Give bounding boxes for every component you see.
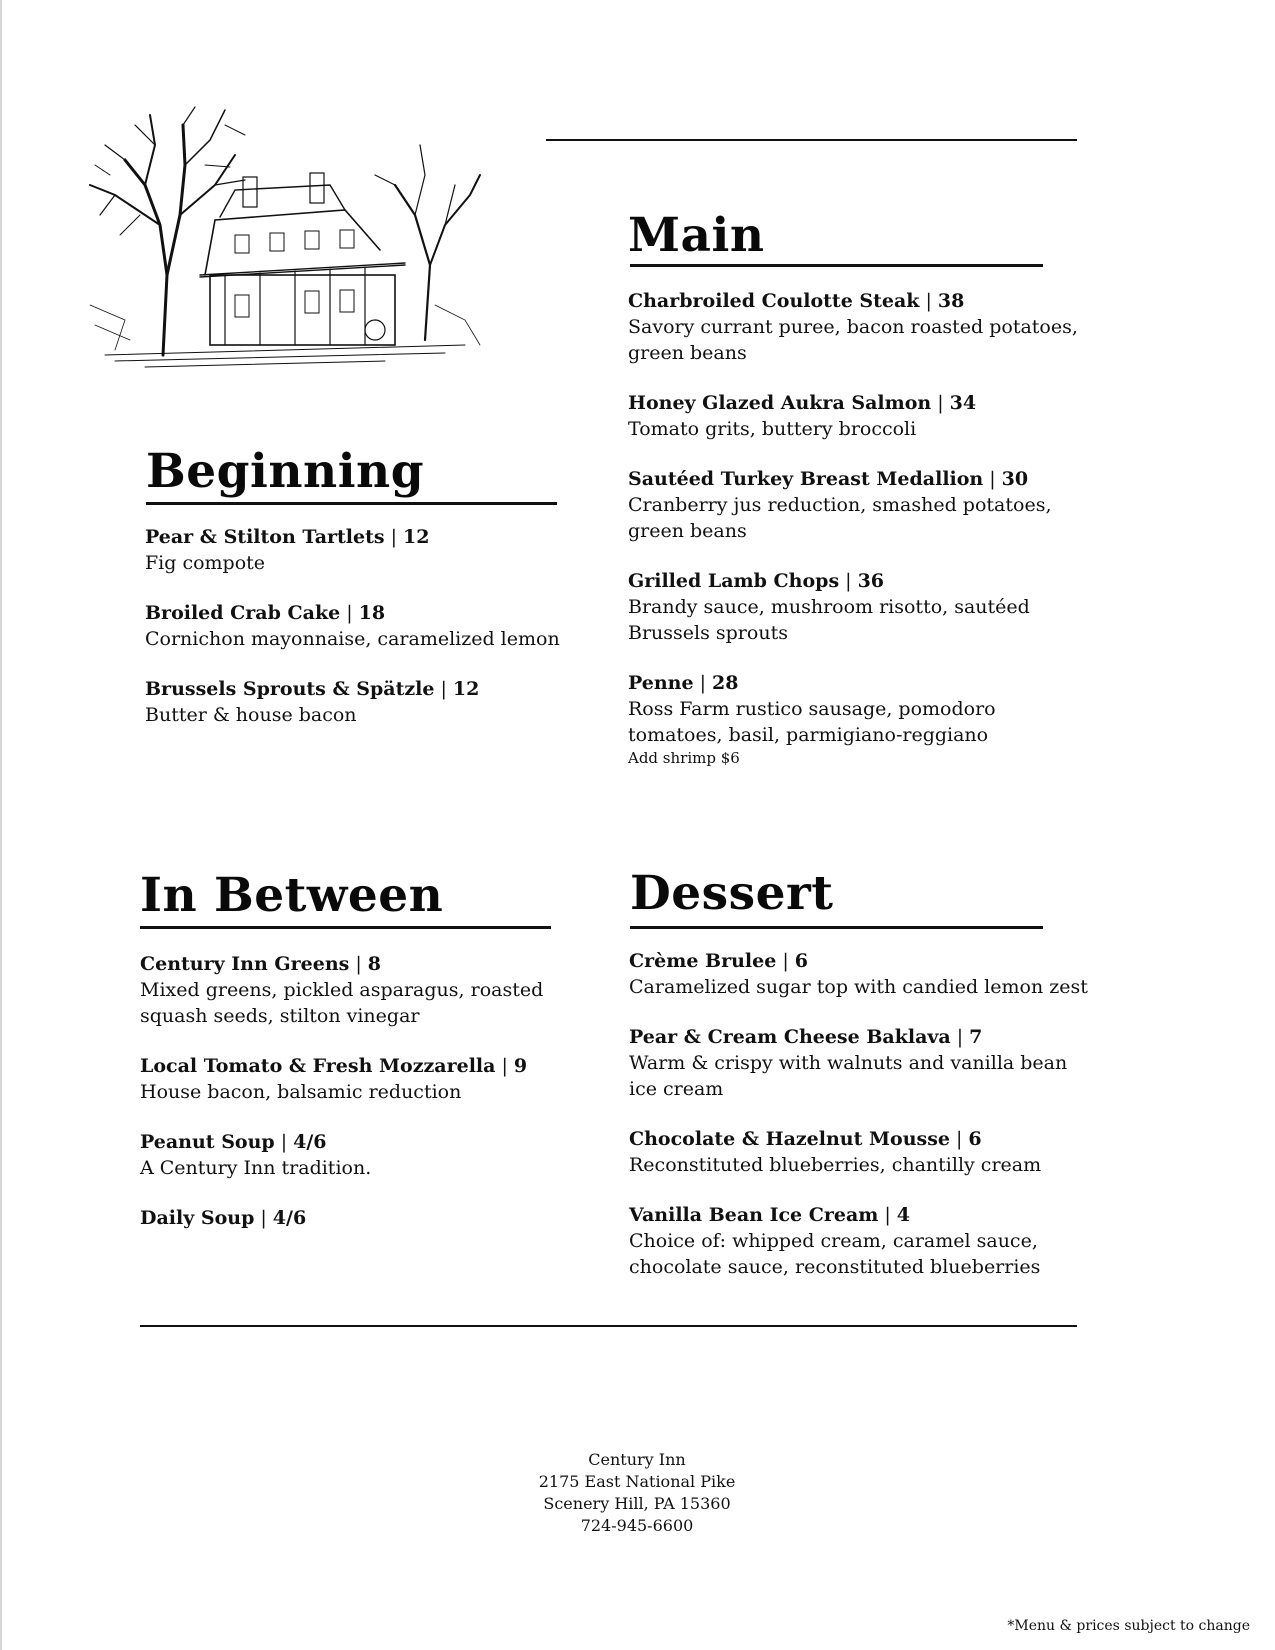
- item-name: Vanilla Bean Ice Cream: [629, 1204, 879, 1226]
- in-between-heading: In Between: [140, 868, 444, 923]
- item-price: 7: [969, 1026, 983, 1048]
- item-title: [628, 288, 1088, 314]
- dessert-section: [629, 948, 1089, 1304]
- restaurant-name: Century Inn: [588, 1450, 686, 1469]
- price-separator: |: [355, 953, 362, 975]
- item-title: [629, 1202, 1089, 1228]
- item-description: Fig compote: [145, 552, 266, 574]
- item-name: Century Inn Greens: [140, 953, 350, 975]
- item-price: 4/6: [293, 1131, 327, 1153]
- phone-number: 724-945-6600: [580, 1516, 694, 1535]
- item-name: Crème Brulee: [629, 950, 777, 972]
- item-title: [629, 1024, 1089, 1050]
- price-separator: |: [699, 672, 706, 694]
- item-price: 4/6: [272, 1207, 307, 1229]
- item-price: 9: [513, 1055, 528, 1077]
- menu-item: [628, 670, 1088, 768]
- item-name: Grilled Lamb Chops: [628, 570, 840, 592]
- price-separator: |: [925, 290, 932, 312]
- price-separator: |: [956, 1128, 963, 1150]
- in-between-heading-rule: [140, 926, 551, 929]
- price-separator: |: [782, 950, 789, 972]
- item-description: Brandy sauce, mushroom risotto, sautéed Brussels sprouts: [628, 596, 1030, 644]
- dessert-heading-rule: [630, 926, 1043, 929]
- item-description: Cranberry jus reduction, smashed potatoes, green beans: [628, 494, 1052, 542]
- item-price: 4: [896, 1204, 911, 1226]
- main-heading-rule: [630, 264, 1043, 267]
- item-name: Pear & Cream Cheese Baklava: [629, 1026, 951, 1048]
- item-description: House bacon, balsamic reduction: [140, 1081, 462, 1103]
- item-name: Broiled Crab Cake: [145, 602, 341, 624]
- item-title: [628, 390, 1088, 416]
- item-title: [628, 466, 1088, 492]
- item-name: Brussels Sprouts & Spätzle: [145, 678, 435, 700]
- item-name: Charbroiled Coulotte Steak: [628, 290, 920, 312]
- price-separator: |: [845, 570, 852, 592]
- beginning-section: [145, 524, 575, 752]
- item-name: Penne: [628, 672, 694, 694]
- item-description: Reconstituted blueberries, chantilly cream: [629, 1154, 1042, 1176]
- menu-item: [629, 948, 1089, 1000]
- item-name: Local Tomato & Fresh Mozzarella: [140, 1055, 496, 1077]
- item-price: 12: [402, 526, 430, 548]
- item-addon-note: Add shrimp $6: [628, 749, 740, 767]
- item-price: 6: [968, 1128, 982, 1150]
- menu-item: [145, 524, 575, 576]
- item-name: Sautéed Turkey Breast Medallion: [628, 468, 984, 490]
- page-edge: [0, 0, 2, 1650]
- item-title: [140, 1205, 560, 1231]
- item-title: [140, 1053, 560, 1079]
- price-separator: |: [346, 602, 353, 624]
- menu-item: [629, 1126, 1089, 1178]
- beginning-heading: Beginning: [146, 444, 425, 499]
- price-separator: |: [937, 392, 944, 414]
- item-description: Mixed greens, pickled asparagus, roasted squash seeds, stilton vinegar: [140, 979, 544, 1027]
- item-price: 6: [794, 950, 808, 972]
- item-description: Cornichon mayonnaise, caramelized lemon: [145, 628, 560, 650]
- price-separator: |: [501, 1055, 508, 1077]
- menu-item: [628, 390, 1088, 442]
- item-name: Honey Glazed Aukra Salmon: [628, 392, 932, 414]
- item-title: [628, 568, 1088, 594]
- item-name: Daily Soup: [140, 1207, 255, 1229]
- item-description: Tomato grits, buttery broccoli: [628, 418, 917, 440]
- item-title: [140, 1129, 560, 1155]
- price-separator: |: [280, 1131, 288, 1153]
- item-price: 36: [857, 570, 885, 592]
- menu-item: [140, 951, 560, 1029]
- item-name: Pear & Stilton Tartlets: [145, 526, 385, 548]
- item-title: [145, 600, 575, 626]
- item-description: Warm & crispy with walnuts and vanilla bean ice cream: [629, 1052, 1068, 1100]
- menu-item: [145, 600, 575, 652]
- price-separator: |: [440, 678, 447, 700]
- item-title: [629, 1126, 1089, 1152]
- in-between-section: [140, 951, 560, 1255]
- price-separator: |: [989, 468, 996, 490]
- item-description: Choice of: whipped cream, caramel sauce, chocolate sauce, reconstituted blueberries: [629, 1230, 1041, 1278]
- item-name: Peanut Soup: [140, 1131, 275, 1153]
- menu-item: [140, 1205, 560, 1231]
- price-separator: |: [260, 1207, 267, 1229]
- price-separator: |: [884, 1204, 891, 1226]
- city-state-zip: Scenery Hill, PA 15360: [543, 1494, 731, 1513]
- main-heading: Main: [628, 208, 765, 263]
- inn-sketch-illustration: [85, 105, 485, 370]
- street-address: 2175 East National Pike: [538, 1472, 736, 1491]
- menu-item: [145, 676, 575, 728]
- menu-item: [628, 466, 1088, 544]
- price-disclaimer: *Menu & prices subject to change: [1007, 1618, 1250, 1634]
- item-title: [145, 676, 575, 702]
- dessert-heading: Dessert: [630, 866, 834, 921]
- price-separator: |: [956, 1026, 964, 1048]
- price-separator: |: [390, 526, 397, 548]
- main-section: [628, 288, 1088, 792]
- item-description: Savory currant puree, bacon roasted potatoes, green beans: [628, 316, 1078, 364]
- item-price: 18: [358, 602, 386, 624]
- menu-item: [629, 1202, 1089, 1280]
- item-description: Butter & house bacon: [145, 704, 357, 726]
- item-price: 8: [367, 953, 381, 975]
- item-description: Ross Farm rustico sausage, pomodoro tomatoes, basil, parmigiano-reggiano: [628, 698, 996, 746]
- menu-item: [629, 1024, 1089, 1102]
- footer-address: [487, 1449, 787, 1537]
- item-price: 30: [1001, 468, 1029, 490]
- beginning-heading-rule: [146, 502, 557, 505]
- item-title: [145, 524, 575, 550]
- item-price: 34: [949, 392, 977, 414]
- item-description: Caramelized sugar top with candied lemon zest: [629, 976, 1088, 998]
- menu-item: [140, 1129, 560, 1181]
- item-title: [629, 948, 1089, 974]
- menu-item: [628, 288, 1088, 366]
- item-title: [628, 670, 1088, 696]
- item-price: 12: [452, 678, 480, 700]
- item-name: Chocolate & Hazelnut Mousse: [629, 1128, 951, 1150]
- item-price: 28: [712, 672, 739, 694]
- menu-item: [140, 1053, 560, 1105]
- item-price: 38: [937, 290, 965, 312]
- item-title: [140, 951, 560, 977]
- item-description: A Century Inn tradition.: [140, 1157, 372, 1179]
- footer-rule: [140, 1325, 1077, 1327]
- menu-item: [628, 568, 1088, 646]
- top-rule: [546, 139, 1077, 141]
